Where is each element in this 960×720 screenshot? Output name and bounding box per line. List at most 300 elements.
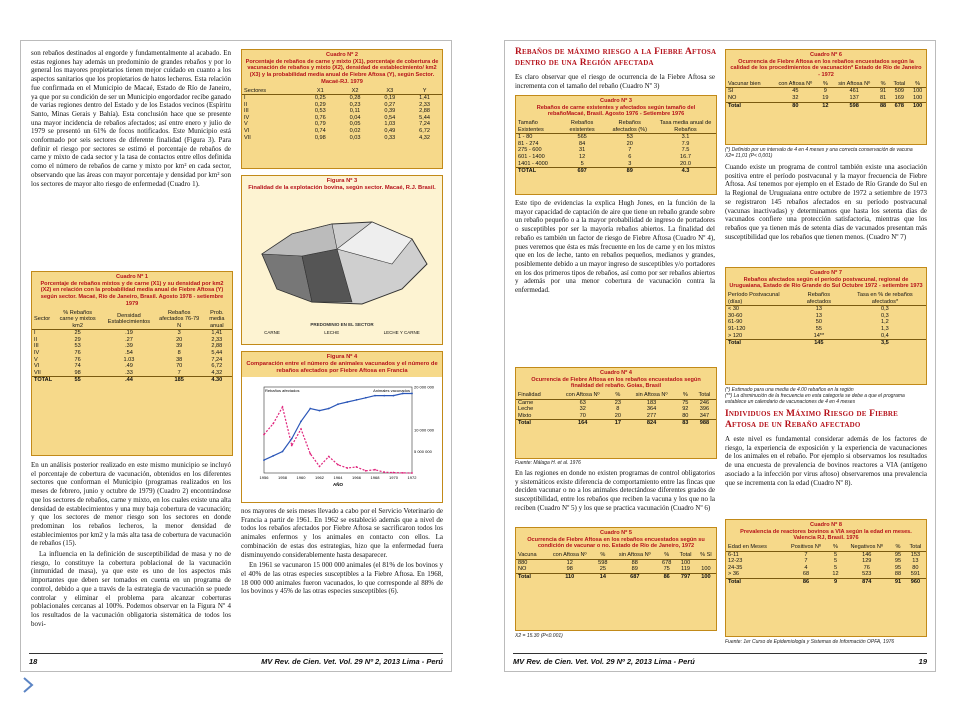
data-point-vacunados [263, 459, 265, 461]
table-cell: 100 [701, 566, 711, 573]
table-row [726, 95, 926, 102]
table-cell: 55 [815, 326, 822, 333]
table-header: Positivos Nº [783, 544, 828, 551]
cuadro-8-source: Fuente: 1er Curso de Epidemiología y Sistemas de Información OPFA, 1976 [725, 639, 895, 645]
table-row [32, 330, 232, 337]
table-row [726, 319, 926, 326]
right-col1b-text [515, 199, 715, 364]
data-point-afectados [337, 464, 339, 466]
table-cell: 70 [579, 412, 586, 419]
table-cell: 20.0 [680, 160, 691, 167]
table-cell: Total [516, 420, 555, 427]
figura-4-box [241, 351, 443, 503]
table-cell: 13 [815, 312, 822, 319]
data-point-vacunados [337, 403, 339, 405]
cuadro-7-notes: (*) Estimado para una media de 4.00 rebaños en la región (**) La disminución de la frecuencia en esta categoría se debe a que el programa establece un calendario de vacunaciones de 4 en 4 meses [725, 387, 905, 405]
cuadro-6-box [725, 49, 927, 145]
table-cell: 3 [628, 160, 632, 167]
table-cell: Leche [518, 406, 534, 413]
cuadro-3-title: Cuadro Nº 3 Rebaños de carne existentes y afectados según tamaño del rebañoMacaé, Brasil. Agosto 1976 - Setiembre 1976 [536, 98, 696, 118]
table-cell: 17 [610, 420, 625, 427]
table-cell: II [244, 101, 248, 108]
table-cell: 164 [555, 420, 610, 427]
table-header: % [819, 81, 832, 88]
table-header: Sectores [242, 88, 303, 95]
cuadro-8-table [726, 544, 926, 586]
table-header: Vacuna [516, 552, 545, 559]
table-cell: 2,88 [419, 108, 431, 115]
table-cell: 183 [646, 399, 657, 406]
data-point-vacunados [411, 393, 413, 395]
map-sector-mixto [262, 224, 337, 256]
x-tick-label: 1972 [407, 475, 417, 480]
table-cell: 7.5 [681, 147, 690, 154]
table-cell: 6 [628, 154, 632, 161]
data-point-vacunados [393, 395, 395, 397]
table-cell: IV [244, 114, 250, 121]
data-point-vacunados [319, 410, 321, 412]
table-cell: Total [726, 579, 783, 586]
y-right-axis-label: Animales vacunados [373, 388, 410, 393]
x-tick-label: 1958 [278, 475, 287, 480]
table-cell: 0,4 [881, 332, 889, 339]
table-row [516, 141, 716, 148]
table-cell: 697 [560, 168, 605, 175]
table-cell: 185 [157, 377, 202, 384]
x-tick-label: 1966 [352, 475, 361, 480]
table-cell: 83 [678, 420, 693, 427]
table-total-row [726, 579, 926, 586]
table-cell: 30-60 [728, 312, 743, 319]
table-header: % [678, 392, 693, 399]
table-row [726, 551, 926, 558]
table-cell: .19 [125, 330, 133, 337]
table-cell: 80 [772, 102, 819, 109]
cuadro-2-table [242, 88, 442, 142]
table-cell: 81 - 274 [518, 140, 539, 147]
table-cell: 678 [662, 559, 672, 566]
paragraph: Cuando existe un programa de control también existe una asociación positiva entre el período postvacunal y la mayor frecuencia de Fiebre Aftosa. Así tenemos por ejemplo en el Estado de Río Grande do Sul en la Regional de Uruguaiana entre octubre de 1972 a setiembre de 1973 se registraron 145 rebaños afectados en su período postvacunal (vacunas inactivadas) y determinamos que hasta los setenta días de vacunados confiere una protección satisfactoria, mientras que los rebaños que ya tienen más de setenta días de vacunados presentan más susceptibilidad que los rebaños que tienen menos. (Cuadro Nº 7) [725, 163, 927, 241]
table-cell: 89 [605, 168, 656, 175]
table-header: Período Postvacunal (días) [726, 292, 794, 306]
cuadro-3-table [516, 120, 716, 175]
paragraph: nos mayores de seis meses llevado a cabo por el Servicio Veterinario de Francia a partir de 1961. En 1962 se estableció además que a nivel de todos los rebaños afectados por Fiebre Aftosa se sacrificaron todos los animales enfermos y los animales en contacto con ellos. La combinación de estas dos estrategias, hizo que la enfermedad fuera disminuyendo considerablemente hasta desaparecer. [241, 507, 443, 559]
table-cell: 0,27 [384, 101, 396, 108]
data-point-afectados [300, 428, 302, 430]
table-cell: 7 [628, 147, 632, 154]
table-cell: 20 [614, 412, 621, 419]
table-header: Sector [32, 310, 54, 330]
table-cell: 0,25 [314, 95, 326, 102]
table-row [32, 370, 232, 377]
table-row [242, 102, 442, 109]
right-col1a-text [515, 73, 715, 93]
plot-area [264, 387, 412, 473]
cuadro-4-table [516, 392, 716, 427]
legend-carne: CARNE [264, 330, 280, 335]
data-point-vacunados [272, 455, 274, 457]
table-cell: 76 [863, 564, 870, 571]
table-cell: 4 [804, 564, 808, 571]
table-cell: III [244, 108, 249, 115]
table-cell: 1401 - 4000 [518, 160, 548, 167]
table-cell: 523 [862, 571, 872, 578]
table-header: sin Aftosa Nº [612, 552, 659, 559]
table-cell: 95 [894, 551, 902, 558]
table-cell: 678 [889, 102, 909, 109]
table-row [32, 337, 232, 344]
table-cell: 32 [579, 406, 586, 413]
table-row [726, 306, 926, 313]
table-cell: 0,04 [349, 114, 361, 121]
table-row [32, 350, 232, 357]
table-cell: 509 [894, 88, 905, 95]
table-cell: I [244, 95, 246, 102]
table-cell: 8 [616, 406, 620, 413]
data-point-vacunados [356, 399, 358, 401]
cuadro-6-title: Cuadro Nº 6 Ocurrencia de Fiebre Aftosa en los rebaños encuestados según la calidad de los procedimientos de vacunación* Estado de Río de Janeiro - 1972 [730, 52, 922, 79]
table-cell: 1,3 [881, 326, 889, 333]
table-cell: 0,98 [314, 134, 326, 141]
table-header: Finalidad [516, 392, 555, 399]
cuadro-8-box [725, 519, 927, 637]
table-cell: 91 [891, 579, 905, 586]
data-point-vacunados [374, 395, 376, 397]
table-cell: 12 [579, 154, 586, 161]
table-header: Total [693, 392, 716, 399]
table-cell: 5 [833, 551, 838, 558]
cuadro-5-note: X2 = 15.30 (P<0.001) [515, 633, 563, 639]
table-cell: 0,3 [881, 312, 889, 319]
figura-3-box [241, 175, 443, 345]
table-cell: 53 [74, 343, 81, 350]
table-cell: Total [516, 573, 545, 580]
table-cell: 5,44 [211, 350, 223, 357]
x-tick-label: 1968 [370, 475, 380, 480]
table-row [726, 326, 926, 333]
table-cell: 12 [832, 571, 839, 578]
table-cell: VII [34, 369, 41, 376]
cuadro-5-title: Cuadro Nº 5 Ocurrencia de Fiebre Aftosa en los rebaños encuestados según su condición de vacunar o no. Estado de Río de Janeiro, 1972 [527, 530, 705, 550]
table-cell: 100 [680, 559, 691, 566]
table-cell: 16.7 [680, 154, 691, 161]
table-row [516, 147, 716, 154]
table-cell: 89 [631, 566, 638, 573]
figura-3-legend-title: PREDOMINIO EN EL SECTOR [310, 322, 374, 327]
cuadro-3-box [515, 95, 717, 195]
table-cell: 14** [813, 332, 825, 339]
table-header: Total [675, 552, 696, 559]
table-cell: 7 [177, 369, 181, 376]
table-header: % [658, 552, 675, 559]
table-row [32, 343, 232, 350]
table-cell: NO [728, 95, 737, 101]
table-cell: .44 [101, 377, 157, 384]
data-point-vacunados [383, 395, 385, 397]
table-cell: IV [34, 350, 40, 357]
table-cell: 960 [905, 579, 926, 586]
table-row [516, 559, 716, 566]
table-cell: Total [726, 102, 772, 109]
table-cell: 169 [894, 95, 905, 101]
table-cell: 0,03 [349, 134, 361, 141]
table-row [516, 413, 716, 420]
x-tick-label: 1970 [389, 475, 398, 480]
paragraph: son rebaños destinados al engorde y fundamentalmente al acabado. En estas regiones hay además un predominio de grandes rebaños y por lo general los mayores propietarios tienen mejor cuidado en cuanto a los aspectos sanitarios que los propietarios de hatos lecheros. Esta relación fue confirmada en el Municipio de Macaé, Estado de Río de Janeiro, ya que por su condición de ser un Municipio engordador recibe ganado de varias regiones dentro del Estado y de los Estados vecinos (Espíritu Santo, Minas Gerais y Bahía). Esta conclusión hace que se presente una mayor incidencia de rebaños afectados; así entre enero y julio de 1979 se presentó un 61% de focos notificados. Este Municipio está conformado por seis sectores de diferente finalidad (Figura 3). Para definir el riesgo por sectores se estimó el porcentaje de rebaños de carne y mixto de cada sector y la tasa de contactos entre ellos definida como el número de rebaños de carne y mixto por km² en cada sector, observando que las áreas con mayor porcentaje y densidad por km² son los sectores de mayor alto riesgo de enfermedad (Cuadro 1). [31, 49, 231, 188]
next-slide-arrow-icon[interactable] [22, 676, 34, 694]
data-point-vacunados [309, 408, 311, 410]
data-point-vacunados [346, 401, 348, 403]
cuadro-4-box [515, 367, 717, 459]
data-point-afectados [346, 467, 348, 469]
table-cell: V [34, 356, 38, 363]
data-point-afectados [365, 470, 367, 472]
table-cell: 98 [74, 369, 81, 376]
data-point-vacunados [291, 438, 293, 440]
table-cell: 1,41 [419, 95, 431, 102]
table-cell: 0,29 [314, 101, 326, 108]
table-cell: 5 [833, 564, 838, 571]
data-point-afectados [356, 466, 358, 468]
table-cell: 81 [879, 95, 887, 101]
table-header: X3 [372, 88, 407, 95]
table-row [726, 333, 926, 340]
legend-leche: LECHE [324, 330, 340, 335]
table-cell: SI [728, 88, 734, 95]
table-row [242, 108, 442, 115]
table-cell [696, 559, 716, 566]
table-header: sin Aftosa Nº [625, 392, 678, 399]
cuadro-5-box [515, 527, 717, 631]
table-cell: 0,28 [349, 95, 361, 102]
data-point-afectados [411, 472, 413, 474]
data-point-afectados [263, 434, 265, 436]
table-total-row [516, 168, 716, 175]
table-cell: 119 [681, 566, 691, 573]
paragraph: Es claro observar que el riesgo de ocurrencia de la Fiebre Aftosa se incrementa con el tamaño del rebaño (Cuadro Nº 3) [515, 73, 715, 90]
table-row [242, 115, 442, 122]
table-cell: 2,33 [419, 101, 431, 108]
table-row [242, 135, 442, 142]
cuadro-7-title: Cuadro Nº 7 Rebaños afectados según el período postvacunal, regional de Uruguaiana, Estado de Río Grande do Sul Octubre 1972 - setiembre 1973 [729, 270, 923, 290]
cuadro-6-notes: (*) Definido por un intervalo de 4 en 4 meses y una correcta conservación de vacuna X2= 11,01 (P< 0,001) [725, 147, 913, 159]
table-cell: 100 [912, 95, 923, 101]
table-cell: 591 [910, 571, 921, 578]
footer-rule [29, 653, 443, 654]
table-header: Tamaño Existentes [516, 120, 560, 134]
right-col1c-text [515, 469, 715, 525]
paragraph: En las regiones en donde no existen programas de control obligatorios y sistemáticos existe diferencia de comportamiento entre las fincas que deciden vacunar o no a los animales detectándose diferentes grados de susceptibilidad, entre los rebaños que reciben la vacuna y los que no la reciben (Cuadro Nº 5) y los que se practica vacunación (Cuadro Nº 6) [515, 469, 715, 512]
table-cell: 14 [594, 573, 611, 580]
x-tick-label: 1956 [259, 475, 269, 480]
table-cell: 687 [612, 573, 659, 580]
table-header: Total [889, 81, 909, 88]
table-total-row [516, 573, 716, 580]
table-cell: 76 [74, 356, 81, 363]
data-point-afectados [383, 471, 385, 473]
data-point-vacunados [282, 451, 284, 453]
data-point-afectados [328, 456, 330, 458]
table-row [516, 406, 716, 413]
table-cell: 0,02 [349, 128, 361, 135]
table-cell: 86 [658, 573, 675, 580]
table-cell: 100 [912, 88, 923, 95]
table-cell: 63 [579, 399, 586, 406]
table-cell: 4,32 [419, 134, 431, 141]
table-cell: 3,5 [844, 340, 926, 347]
table-cell: 347 [699, 412, 710, 419]
table-cell: 23 [614, 399, 621, 406]
table-header: % [594, 552, 611, 559]
right-col2a-text [725, 163, 927, 265]
table-cell: 0,79 [314, 121, 326, 128]
table-cell: 797 [675, 573, 696, 580]
figura-3-title: Figura Nº 3 Finalidad de la explotación bovina, según sector. Macaé, R.J. Brasil. [248, 178, 436, 191]
table-cell: VI [34, 363, 40, 370]
table-cell: 9 [823, 88, 827, 95]
cuadro-5-table [516, 552, 716, 580]
x-tick-label: 1960 [296, 475, 306, 480]
table-cell: 76 [74, 350, 81, 357]
footer-rule [513, 653, 927, 654]
left-page [20, 40, 452, 672]
table-cell: 0,39 [384, 108, 396, 115]
table-header: Prob. media anual [202, 310, 232, 330]
y-right-tick-label: 10 000 000 [414, 427, 435, 433]
paragraph: Este tipo de evidencias la explica Hugh Jones, en la función de la mayor capacidad de captación de aire que tiene un rebaño grande sobre un rebaño pequeño o a la mayor probabilidad de ingreso de portadores o susceptibles por ser la mayoría rebaños abiertos. La finalidad del rebaño es también un factor de riesgo de Fiebre Aftosa (Cuadro Nº 4), pues veremos que ésta es más frecuente en los de carne y en los mixtos que en los de leche, tanto en rebaños pequeños, medianos y grandes, posiblemente debido a un mayor ingreso de susceptibles y/o portadores en los dos primeros tipos de rebaños, así como por ser rebaños abiertos y además por una menor cobertura de vacunación contra la enfermedad. [515, 199, 715, 295]
table-cell: 19 [822, 95, 829, 101]
table-cell: 7 [804, 551, 808, 558]
table-cell: VII [244, 134, 251, 141]
data-point-afectados [291, 445, 293, 447]
figura-4-title: Figura Nº 4 Comparación entre el número de animales vacunados y el número de rebaños afectados por Fiebre Aftosa en Francia [242, 352, 442, 377]
table-cell: 95 [894, 558, 902, 565]
table-cell: 31 [579, 147, 586, 154]
y-left-axis-label: Rebaños afectados [265, 388, 300, 393]
right-page [504, 40, 936, 672]
table-cell: < 30 [728, 306, 740, 313]
table-cell: 0,74 [314, 128, 326, 135]
legend-leche-carne: LECHE Y CARNE [383, 330, 420, 335]
table-cell: > 36 [728, 571, 740, 578]
table-cell: 12 [819, 102, 832, 109]
table-header: sin Aftosa Nº [832, 81, 877, 88]
table-cell: 88 [877, 102, 890, 109]
table-row [516, 161, 716, 168]
table-cell: 2,33 [211, 336, 223, 343]
table-cell: 74 [74, 363, 81, 370]
table-cell: 25 [74, 330, 81, 337]
table-cell: 100 [696, 573, 716, 580]
table-header: Tasa en % de rebaños afectados* [844, 292, 926, 306]
cuadro-6-table [726, 81, 926, 109]
page-number-right: 19 [918, 656, 927, 666]
table-cell: 0,11 [349, 108, 361, 115]
table-cell: 5,44 [419, 114, 431, 121]
table-cell: 88 [631, 559, 638, 566]
cuadro-4-title: Cuadro Nº 4 Ocurrencia de Fiebre Aftosa en los rebaños encuestados según finalidad del rebaño. Goias, Brasil [531, 370, 701, 390]
table-cell: 0,19 [384, 95, 396, 102]
table-cell: 86 [783, 579, 828, 586]
table-cell: 396 [699, 406, 710, 413]
table-cell: 246 [699, 399, 710, 406]
table-cell: 0,05 [349, 121, 361, 128]
table-cell: 275 - 600 [518, 147, 542, 154]
table-header: X2 [338, 88, 373, 95]
figura-3-map [242, 194, 442, 314]
table-header: Edad en Meses [726, 544, 783, 551]
table-cell: I [34, 330, 36, 337]
table-row [242, 95, 442, 102]
table-cell: 0,76 [314, 114, 326, 121]
left-col1b-text [31, 461, 231, 653]
table-cell: 1,2 [881, 319, 889, 326]
figura-3-legend [242, 330, 442, 335]
table-cell: 565 [577, 134, 587, 141]
table-cell: 25 [599, 566, 606, 573]
table-cell: 8 [177, 350, 181, 357]
table-cell: 92 [682, 406, 689, 413]
table-header: X1 [303, 88, 338, 95]
table-cell: .54 [125, 350, 133, 357]
table-cell: 461 [849, 88, 859, 95]
table-cell: 12-23 [728, 558, 743, 565]
table-cell: .27 [125, 336, 133, 343]
table-row [516, 566, 716, 573]
table-row [242, 121, 442, 128]
table-cell: 6-11 [728, 551, 739, 558]
table-total-row [32, 377, 232, 384]
table-cell: 50 [815, 319, 822, 326]
heading-individuos-maximo-riesgo: Individuos en Máximo Riesgo de Fiebre Aftosa de un Rebaño afectado [725, 409, 898, 430]
table-total-row [516, 420, 716, 427]
table-header: Rebaños afectados [794, 292, 844, 306]
table-cell: 55 [54, 377, 101, 384]
table-row [726, 565, 926, 572]
table-cell: III [34, 343, 39, 350]
data-point-vacunados [300, 421, 302, 423]
table-cell: 45 [792, 88, 799, 95]
table-cell: 110 [545, 573, 594, 580]
table-cell: 137 [849, 95, 859, 101]
table-header: % [610, 392, 625, 399]
paragraph: En 1961 se vacunaron 15 000 000 animales (el 81% de los bovinos y el 40% de las otras especies susceptibles a la Fiebre Aftosa. En 1968, 18 000 000 animales fueron vacunados, lo que corresponde al 88% de los bovinos y 45% de las otras especies susceptibles (6). [241, 561, 443, 596]
table-cell: 91-120 [728, 326, 746, 333]
table-cell: 5 [580, 160, 584, 167]
data-point-vacunados [365, 397, 367, 399]
table-cell: .39 [125, 343, 133, 350]
table-cell: 7,24 [211, 356, 223, 363]
table-cell: 0,23 [349, 101, 361, 108]
table-cell: 39 [176, 343, 183, 350]
table-cell: > 120 [728, 332, 743, 339]
table-cell: .33 [125, 369, 133, 376]
right-col2b-text [725, 435, 927, 515]
table-cell: 4.30 [202, 377, 232, 384]
journal-citation-left: MV Rev. de Cien. Vet. Vol. 29 Nº 2, 2013 Lima - Perú [261, 656, 443, 666]
table-cell: 70 [176, 363, 183, 370]
table-row [516, 399, 716, 406]
paragraph: A este nivel es fundamental considerar además de los factores de riesgo, la experiencia de exposición y la experiencia de vacunaciones de los animales en el rebaño. Por ejemplo si observamos los resultados de una encuesta de prevalencia de bovinos reactores a VIA (antígeno asociado a la infección por virus aftoso) observaremos una prevalencia que se incrementa con la edad (Cuadro Nº 8). [725, 435, 927, 487]
table-cell: 601 - 1400 [518, 154, 545, 161]
table-cell: 0,3 [881, 306, 889, 313]
table-cell: 3 [177, 330, 181, 337]
table-header: Rebaños afectados 76-79 N [157, 310, 202, 330]
cuadro-8-title: Cuadro Nº 8 Prevalencia de reactores bovinos a VIA según la edad en meses. Valencia RJ, Brasil. 1976 [740, 522, 912, 542]
table-row [242, 128, 442, 135]
data-point-afectados [272, 423, 274, 425]
paragraph: La influencia en la definición de susceptibilidad de masa y no de riesgo, lo constituye la cobertura poblacional de la vacunación (inmunidad de masa), ya que este es uno de los aspectos más importantes que deben ser tomados en cuenta en un programa de control, debido a que a través de la estrategia de vacunación se puede controlar y eliminar el problema para alcanzar coberturas poblacionales cercanas al 100%. Podemos observar en la Figura Nº 4 los resultados de la vacunación obligatoria sistemática de todos los bovi- [31, 550, 231, 628]
